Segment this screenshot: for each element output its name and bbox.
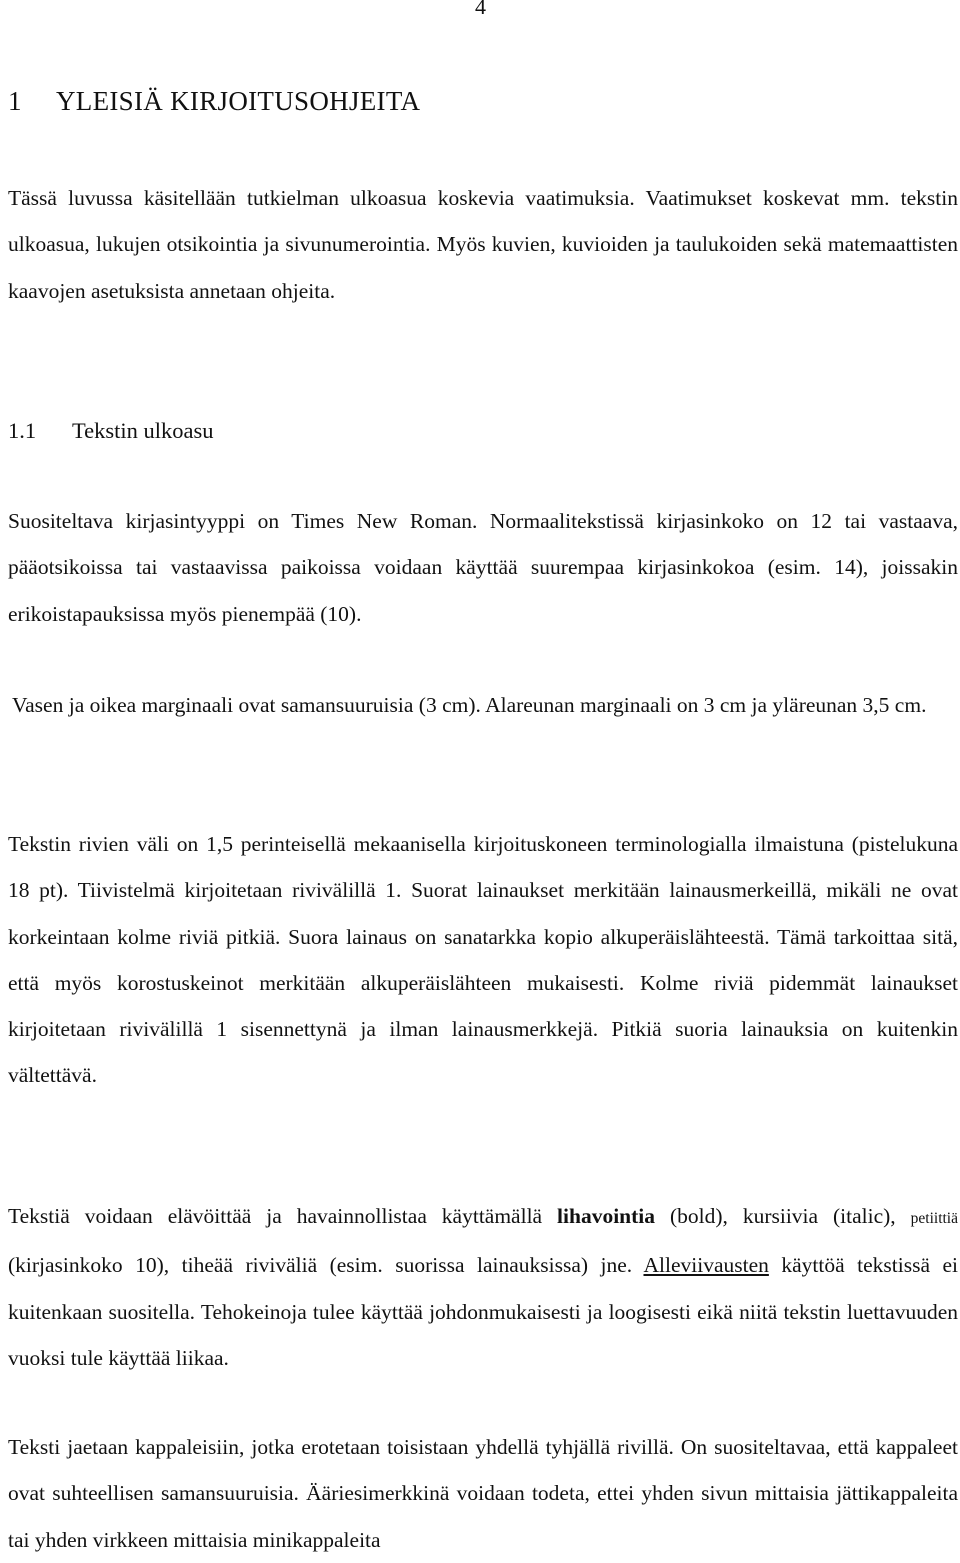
emphasis-text-3: (kirjasinkoko 10), tiheää riviväliä (esim. suorissa lainauksissa) jne.: [8, 1253, 644, 1278]
page-number: 4: [475, 0, 486, 19]
paragraphs-paragraph: Teksti jaetaan kappaleisiin, jotka erotetaan toisistaan yhdellä tyhjällä rivillä. On suositeltavaa, että kappaleet ovat suhteellisen samansuuruisia. Ääriesimerkkinä voidaan todeta, ettei yhden sivun mittaisia jättikappaleita tai yhden virkkeen mittaisia minikappaleita: [8, 1435, 958, 1552]
margins-paragraph: Vasen ja oikea marginaali ovat samansuuruisia (3 cm). Alareunan marginaali on 3 cm ja yläreunan 3,5 cm.: [12, 693, 927, 717]
emphasis-text-2: (bold), kursiivia (italic),: [655, 1204, 911, 1228]
emphasis-text-4: käyttöä tekstissä ei kuitenkaan suositella. Tehokeinoja tulee käyttää johdonmukaisesti ja loogisesti eikä niitä tekstin luettavuuden vuoksi tule käyttää liikaa.: [8, 1253, 958, 1370]
section-number: 1.1: [8, 418, 37, 443]
bold-example: lihavointia: [557, 1204, 656, 1228]
spacing-paragraph: Tekstin rivien väli on 1,5 perinteisellä mekaanisella kirjoituskoneen terminologialla ilmaistuna (pistelukuna 18 pt). Tiivistelmä kirjoitetaan rivivälillä 1. Suorat lainaukset merkitään lainausmerkeillä, mikäli ne ovat korkeintaan kolme riviä pitkiä. Suora lainaus on sanatarkka kopio alkuperäislähteestä. Tämä tarkoittaa sitä, että myös korostuskeinot merkitään alkuperäislähteen mukaisesti. Kolme riviä pidemmät lainaukset kirjoitetaan rivivälillä 1 sisennettynä ja ilman lainausmerkkejä. Pitkiä suoria lainauksia on kuitenkin vältettävä.: [8, 832, 958, 1088]
font-paragraph: Suositeltava kirjasintyyppi on Times New Roman. Normaalitekstissä kirjasinkoko on 12 tai vastaava, pääotsikoissa tai vastaavissa paikoissa voidaan käyttää suurempaa kirjasinkokoa (esim. 14), joissakin erikoistapauksissa myös pienempää (10).: [8, 509, 958, 626]
chapter-number: 1: [8, 86, 22, 116]
underline-example: Alleviivausten: [643, 1253, 769, 1278]
emphasis-paragraph: [8, 1193, 958, 1381]
small-font-example: petiittiä: [910, 1210, 958, 1227]
chapter-title-text: YLEISIÄ KIRJOITUSOHJEITA: [56, 86, 421, 116]
section-title-text: Tekstin ulkoasu: [72, 418, 214, 443]
emphasis-text-1: Tekstiä voidaan elävöittää ja havainnollistaa käyttämällä: [8, 1204, 558, 1228]
chapter-title: [8, 86, 420, 117]
intro-paragraph: Tässä luvussa käsitellään tutkielman ulkoasua koskevia vaatimuksia. Vaatimukset koskevat mm. tekstin ulkoasua, lukujen otsikointia ja sivunumerointia. Myös kuvien, kuvioiden ja taulukoiden sekä matemaattisten kaavojen asetuksista annetaan ohjeita.: [8, 186, 958, 303]
section-title: [8, 418, 214, 444]
